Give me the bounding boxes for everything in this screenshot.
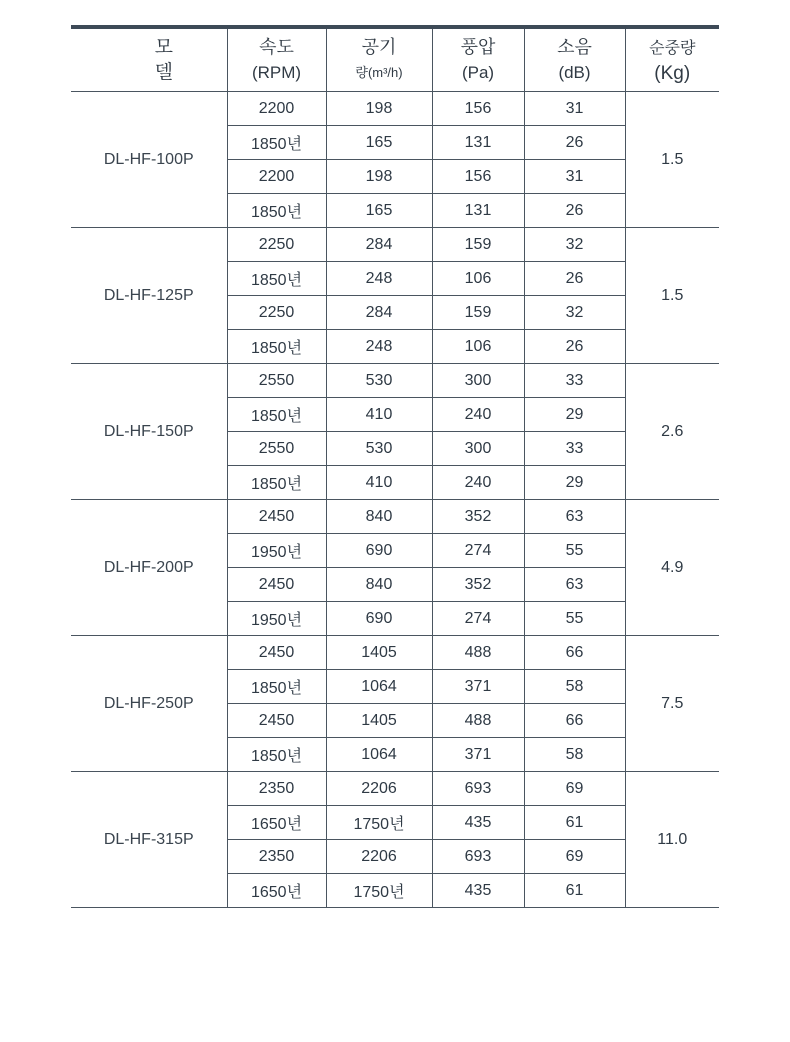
air-cell: 1750년 (326, 874, 432, 908)
pressure-cell: 693 (432, 772, 524, 806)
header-airflow (326, 27, 432, 92)
pressure-cell: 159 (432, 296, 524, 330)
rpm-cell: 1850년 (227, 670, 326, 704)
table-row (71, 636, 719, 670)
header-noise (524, 27, 625, 92)
air-cell: 690 (326, 602, 432, 636)
pressure-cell: 106 (432, 262, 524, 296)
rpm-cell: 2200 (227, 92, 326, 126)
rpm-cell: 1850년 (227, 398, 326, 432)
rpm-cell: 2450 (227, 636, 326, 670)
header-pressure-sub: (Pa) (461, 63, 495, 82)
header-model (71, 27, 227, 92)
rpm-cell: 2550 (227, 364, 326, 398)
rpm-cell: 2350 (227, 772, 326, 806)
air-cell: 284 (326, 296, 432, 330)
noise-cell: 63 (524, 568, 625, 602)
air-cell: 1064 (326, 738, 432, 772)
pressure-cell: 488 (432, 636, 524, 670)
weight-cell: 11.0 (625, 772, 719, 908)
noise-cell: 61 (524, 874, 625, 908)
rpm-cell: 1850년 (227, 126, 326, 160)
rpm-cell: 1950년 (227, 534, 326, 568)
model-cell: DL-HF-200P (71, 500, 227, 636)
header-weight-sub: (Kg) (654, 62, 691, 84)
rpm-cell: 1650년 (227, 874, 326, 908)
model-cell: DL-HF-150P (71, 364, 227, 500)
weight-cell: 1.5 (625, 92, 719, 228)
rpm-cell: 1850년 (227, 466, 326, 500)
air-cell: 1405 (326, 704, 432, 738)
weight-cell: 1.5 (625, 228, 719, 364)
rpm-cell: 2250 (227, 228, 326, 262)
noise-cell: 29 (524, 466, 625, 500)
pressure-cell: 300 (432, 364, 524, 398)
pressure-cell: 240 (432, 398, 524, 432)
pressure-cell: 693 (432, 840, 524, 874)
noise-cell: 63 (524, 500, 625, 534)
pressure-cell: 240 (432, 466, 524, 500)
rpm-cell: 2450 (227, 500, 326, 534)
air-cell: 1750년 (326, 806, 432, 840)
air-cell: 198 (326, 160, 432, 194)
air-cell: 2206 (326, 772, 432, 806)
air-cell: 198 (326, 92, 432, 126)
air-cell: 530 (326, 364, 432, 398)
table-row (71, 364, 719, 398)
pressure-cell: 488 (432, 704, 524, 738)
pressure-cell: 131 (432, 194, 524, 228)
header-speed-main: 속도 (259, 37, 294, 57)
noise-cell: 66 (524, 704, 625, 738)
model-cell: DL-HF-100P (71, 92, 227, 228)
air-cell: 690 (326, 534, 432, 568)
pressure-cell: 352 (432, 500, 524, 534)
rpm-cell: 1850년 (227, 330, 326, 364)
rpm-cell: 1850년 (227, 262, 326, 296)
noise-cell: 66 (524, 636, 625, 670)
pressure-cell: 274 (432, 534, 524, 568)
model-cell: DL-HF-315P (71, 772, 227, 908)
rpm-cell: 2450 (227, 704, 326, 738)
air-cell: 248 (326, 330, 432, 364)
air-cell: 2206 (326, 840, 432, 874)
pressure-cell: 435 (432, 806, 524, 840)
noise-cell: 55 (524, 602, 625, 636)
air-cell: 248 (326, 262, 432, 296)
header-row (71, 27, 719, 92)
rpm-cell: 2550 (227, 432, 326, 466)
pressure-cell: 156 (432, 92, 524, 126)
header-airflow-sub: 량(m³/h) (355, 65, 403, 80)
header-weight-main: 순중량 (649, 39, 696, 57)
pressure-cell: 156 (432, 160, 524, 194)
table-row (71, 92, 719, 126)
weight-cell: 2.6 (625, 364, 719, 500)
table-body (71, 92, 719, 908)
noise-cell: 69 (524, 840, 625, 874)
rpm-cell: 2450 (227, 568, 326, 602)
noise-cell: 31 (524, 92, 625, 126)
noise-cell: 26 (524, 330, 625, 364)
noise-cell: 29 (524, 398, 625, 432)
table-row (71, 500, 719, 534)
air-cell: 530 (326, 432, 432, 466)
weight-cell: 7.5 (625, 636, 719, 772)
air-cell: 840 (326, 568, 432, 602)
pressure-cell: 159 (432, 228, 524, 262)
header-speed-sub: (RPM) (251, 63, 302, 82)
rpm-cell: 2350 (227, 840, 326, 874)
noise-cell: 55 (524, 534, 625, 568)
pressure-cell: 371 (432, 738, 524, 772)
noise-cell: 31 (524, 160, 625, 194)
noise-cell: 61 (524, 806, 625, 840)
pressure-cell: 274 (432, 602, 524, 636)
pressure-cell: 106 (432, 330, 524, 364)
header-noise-main: 소음 (557, 37, 592, 57)
rpm-cell: 2250 (227, 296, 326, 330)
rpm-cell: 1650년 (227, 806, 326, 840)
noise-cell: 58 (524, 738, 625, 772)
table-row (71, 228, 719, 262)
air-cell: 165 (326, 194, 432, 228)
air-cell: 410 (326, 466, 432, 500)
pressure-cell: 131 (432, 126, 524, 160)
noise-cell: 33 (524, 364, 625, 398)
table-row (71, 772, 719, 806)
air-cell: 284 (326, 228, 432, 262)
header-model-label: 모 델 (154, 37, 173, 83)
pressure-cell: 352 (432, 568, 524, 602)
air-cell: 1064 (326, 670, 432, 704)
noise-cell: 33 (524, 432, 625, 466)
rpm-cell: 2200 (227, 160, 326, 194)
noise-cell: 26 (524, 126, 625, 160)
air-cell: 840 (326, 500, 432, 534)
noise-cell: 26 (524, 262, 625, 296)
noise-cell: 32 (524, 296, 625, 330)
header-weight (625, 27, 719, 92)
noise-cell: 32 (524, 228, 625, 262)
model-cell: DL-HF-250P (71, 636, 227, 772)
model-cell: DL-HF-125P (71, 228, 227, 364)
spec-table (71, 25, 719, 908)
weight-cell: 4.9 (625, 500, 719, 636)
noise-cell: 58 (524, 670, 625, 704)
pressure-cell: 435 (432, 874, 524, 908)
pressure-cell: 300 (432, 432, 524, 466)
rpm-cell: 1950년 (227, 602, 326, 636)
air-cell: 410 (326, 398, 432, 432)
header-speed (227, 27, 326, 92)
rpm-cell: 1850년 (227, 738, 326, 772)
header-pressure (432, 27, 524, 92)
header-pressure-main: 풍압 (460, 37, 496, 57)
header-noise-sub: (dB) (558, 63, 591, 82)
header-airflow-main: 공기 (361, 37, 397, 57)
air-cell: 1405 (326, 636, 432, 670)
table-header (71, 27, 719, 92)
noise-cell: 26 (524, 194, 625, 228)
noise-cell: 69 (524, 772, 625, 806)
rpm-cell: 1850년 (227, 194, 326, 228)
air-cell: 165 (326, 126, 432, 160)
pressure-cell: 371 (432, 670, 524, 704)
